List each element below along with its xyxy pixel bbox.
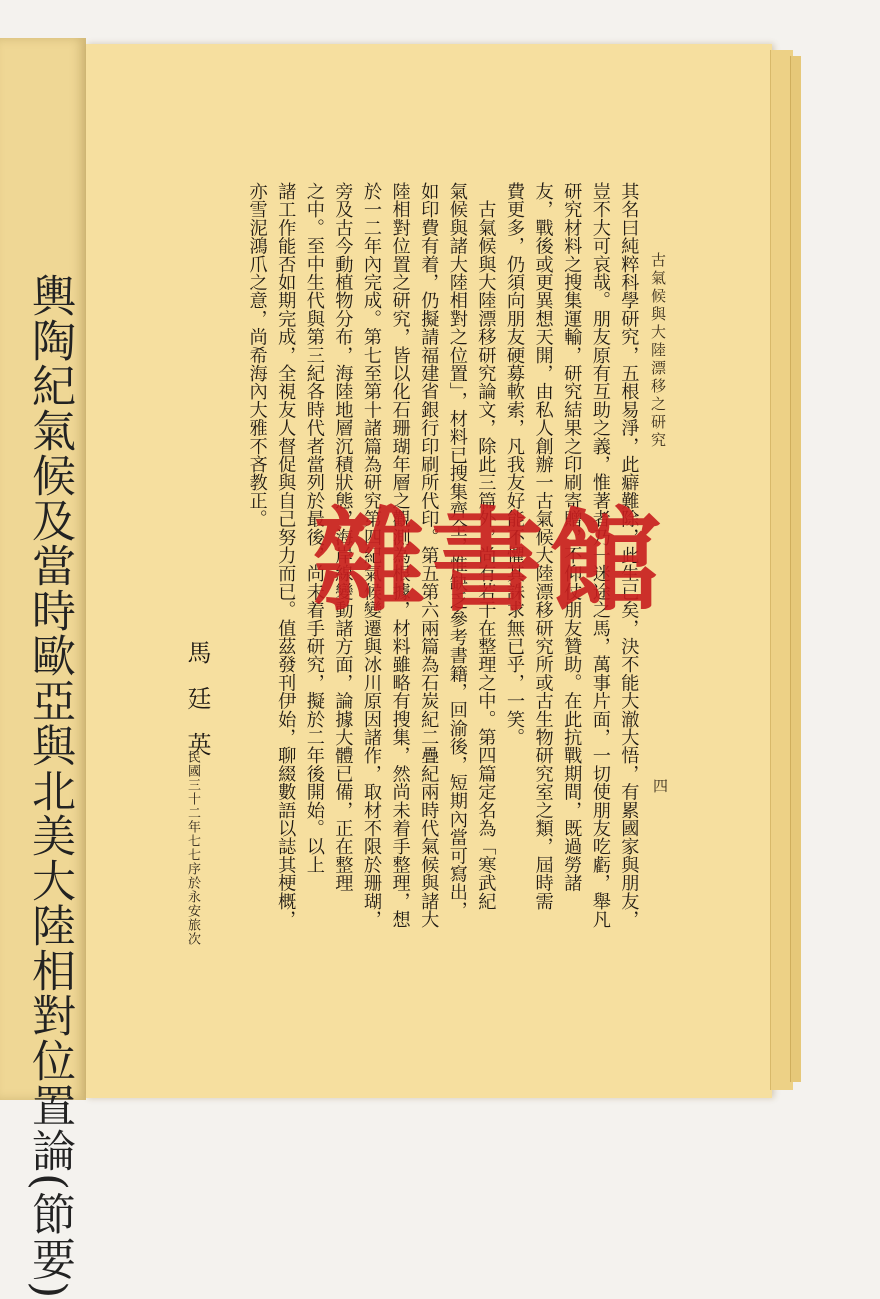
text-column: 諸工作能否如期完成，全視友人督促與自己努力而已。值茲發刊伊始，聊綴數語以誌其梗概，	[275, 182, 297, 929]
text-column: 旁及古今動植物分布，海陸地層沉積狀態，海岸線變動諸方面，論據大體已備，正在整理	[332, 182, 354, 892]
page-stack-edge-back	[790, 56, 801, 1082]
text-column: 亦雪泥鴻爪之意，尚希海內大雅不吝教正。	[246, 182, 268, 528]
text-column: 研究材料之搜集運輸，研究結果之印刷寄贈，不仰仗朋友贊助。在此抗戰期間，既過勞諸	[561, 182, 583, 892]
author-name: 馬廷英	[183, 640, 211, 778]
text-column: 古氣候與大陸漂移研究論文，除此三篇外，尚有若干在整理之中。第四篇定名為「寒武紀	[475, 182, 497, 910]
text-column: 陸相對位置之研究，皆以化石珊瑚年層之觀測為根據，材料雖略有搜集，然尚未着手整理，想	[389, 182, 411, 929]
text-column: 氣候與諸大陸相對之位置」，材料已搜集齊全，惟缺乏參考書籍，回渝後，短期內當可寫出，	[446, 182, 468, 920]
signature-date: 民國三十二年七七序於永安旅次	[185, 750, 200, 946]
red-seal-stamp	[300, 485, 680, 635]
text-column: 友，戰後或更異想天開，由私人創辦一古氣候大陸漂移研究所或古生物研究室之類，屆時需	[532, 182, 554, 910]
text-column: 其名曰純粹科學研究，五根易淨，此癖難除，此生已矣，決不能大澈大悟，有累國家與朋友，	[618, 182, 640, 929]
left-page-title: 輿陶紀氣候及當時歐亞與北美大陸相對位置論(節要)	[24, 273, 75, 1299]
seal-text: 雜書館	[313, 496, 667, 627]
text-column: 如印費有着，仍擬請福建省銀行印刷所代印。第五第六兩篇為石炭紀二疊紀兩時代氣候與諸大	[418, 182, 440, 929]
text-column: 費更多，仍須向朋友硬募軟索，凡我友好能不懼其誅求無已乎，一笑。	[504, 182, 525, 747]
text-column: 之中。至中生代與第三紀各時代者當列於最後，尚未着手研究，擬於二年後開始。以上	[303, 182, 325, 874]
left-page-strip	[0, 38, 86, 1299]
text-column: 豈不大可哀哉。朋友原有互助之義，惟著者乃一迷途之馬，萬事片面，一切使朋友吃虧，舉凡	[589, 182, 611, 929]
running-head: 古氣候與大陸漂移之研究	[649, 252, 667, 450]
text-column: 於一二年內完成。第七至第十諸篇為研究第四紀氣候變遷與冰川原因諸作，取材不限於珊瑚，	[361, 182, 382, 929]
page-number: 四	[651, 778, 669, 793]
